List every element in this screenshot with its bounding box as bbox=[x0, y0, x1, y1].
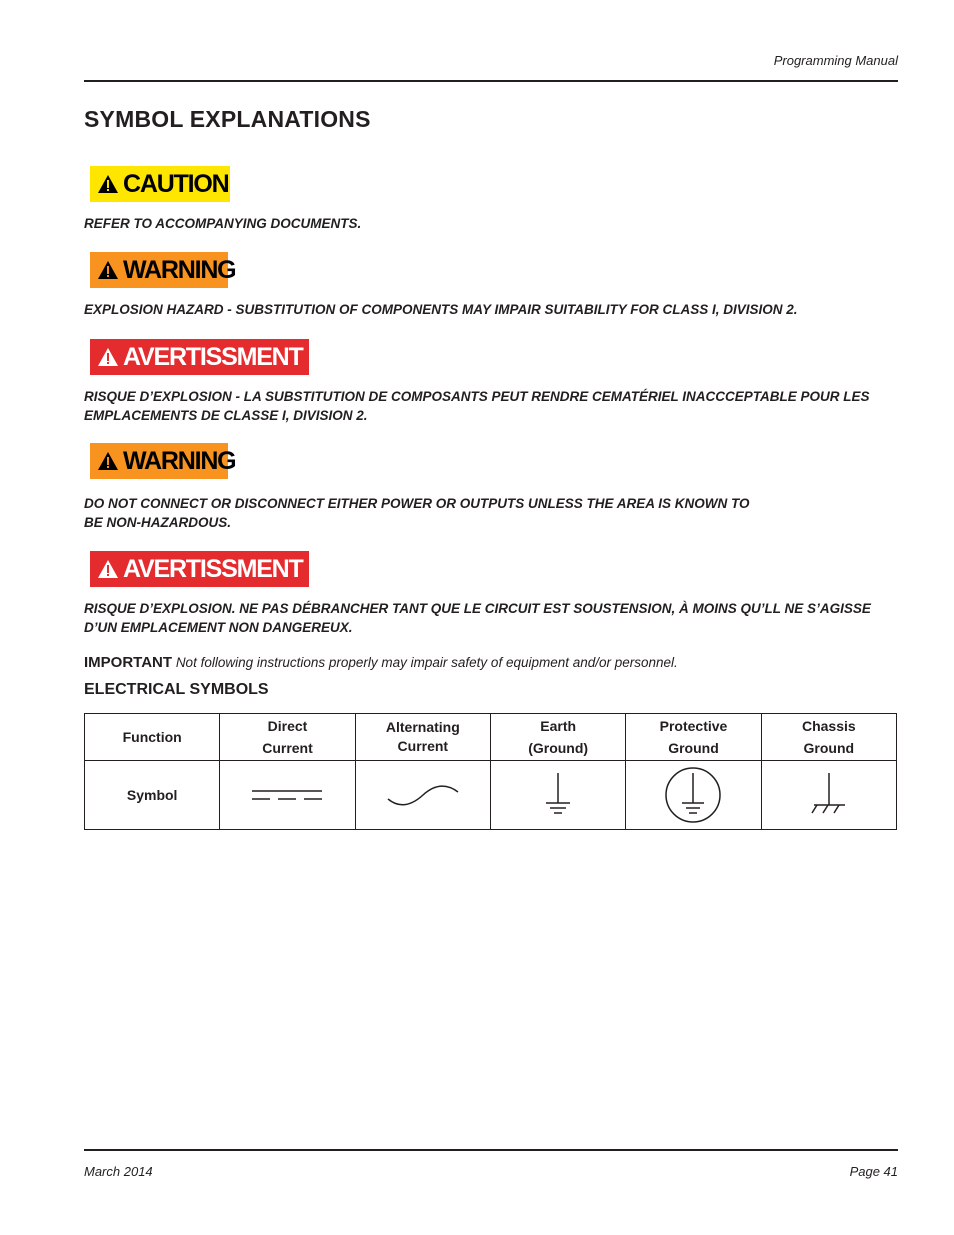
header-rule bbox=[84, 80, 898, 82]
warning-triangle-icon bbox=[97, 451, 119, 471]
page-title: SYMBOL EXPLANATIONS bbox=[84, 106, 371, 132]
protective-ground-icon bbox=[663, 765, 723, 825]
header-cell-earth-ground: Earth (Ground) bbox=[490, 714, 625, 761]
important-keyword: IMPORTANT bbox=[84, 654, 173, 671]
warning-triangle-icon bbox=[97, 559, 119, 579]
caution-text: REFER TO ACCOMPANYING DOCUMENTS. bbox=[84, 216, 362, 231]
table-header-row bbox=[85, 714, 897, 761]
manual-label: Programming Manual bbox=[773, 53, 898, 68]
warning-triangle-icon bbox=[97, 347, 119, 367]
avertissment-text: RISQUE D’EXPLOSION - LA SUBSTITUTION DE COMPOSANTS PEUT RENDRE CEMATÉRIEL INACCCEPTABLE POUR LES EMPLACEMENTS DE CLASSE I, DIVISION 2. bbox=[84, 389, 870, 423]
header-cell-direct-current: Direct Current bbox=[220, 714, 355, 761]
header-cell-alternating-current: Alternating Current bbox=[355, 714, 490, 761]
earth-ground-icon bbox=[543, 771, 573, 819]
warning-triangle-icon bbox=[97, 174, 119, 194]
important-text: Not following instructions properly may impair safety of equipment and/or personnel. bbox=[175, 655, 678, 670]
avertissment-badge bbox=[90, 551, 309, 587]
header-cell-chassis-ground: Chassis Ground bbox=[761, 714, 896, 761]
warning-badge bbox=[90, 443, 236, 479]
symbol-cell-chassis-ground bbox=[761, 761, 896, 830]
avertissment-badge bbox=[90, 339, 309, 375]
warning-text-line2: BE NON-HAZARDOUS. bbox=[84, 515, 231, 530]
electrical-symbols-table bbox=[84, 713, 897, 830]
avertissment-text: RISQUE D’EXPLOSION. NE PAS DÉBRANCHER TANT QUE LE CIRCUIT EST SOUSTENSION, À MOINS QU’LL NE S’AGISSE D’UN EMPLACEMENT NON DANGEREUX. bbox=[84, 601, 871, 635]
warning-text bbox=[84, 494, 898, 532]
alternating-current-icon bbox=[386, 783, 460, 807]
caution-badge-label: CAUTION bbox=[123, 169, 229, 198]
electrical-symbols-title: ELECTRICAL SYMBOLS bbox=[84, 681, 269, 698]
warning-text-line1: DO NOT CONNECT OR DISCONNECT EITHER POWER OR OUTPUTS UNLESS THE AREA IS KNOWN TO bbox=[84, 496, 750, 511]
symbol-row-label: Symbol bbox=[85, 761, 220, 830]
footer-page-number: Page 41 bbox=[849, 1164, 898, 1179]
chassis-ground-icon bbox=[809, 771, 849, 819]
footer-rule bbox=[84, 1149, 898, 1151]
symbol-cell-protective-ground bbox=[626, 761, 761, 830]
symbol-cell-direct-current bbox=[220, 761, 355, 830]
warning-text: EXPLOSION HAZARD - SUBSTITUTION OF COMPONENTS MAY IMPAIR SUITABILITY FOR CLASS I, DIVISION 2. bbox=[84, 302, 798, 317]
warning-triangle-icon bbox=[97, 260, 119, 280]
caution-badge bbox=[90, 166, 230, 202]
footer-date: March 2014 bbox=[84, 1164, 153, 1179]
table-symbol-row bbox=[85, 761, 897, 830]
header-cell-function: Function bbox=[85, 714, 220, 761]
header-cell-protective-ground: Protective Ground bbox=[626, 714, 761, 761]
direct-current-icon bbox=[250, 785, 324, 805]
warning-badge bbox=[90, 252, 236, 288]
warning-badge-label: WARNING bbox=[123, 255, 236, 284]
important-note bbox=[84, 654, 678, 671]
symbol-cell-earth-ground bbox=[490, 761, 625, 830]
avertissment-badge-label: AVERTISSMENT bbox=[123, 342, 303, 371]
symbol-cell-alternating-current bbox=[355, 761, 490, 830]
avertissment-badge-label: AVERTISSMENT bbox=[123, 554, 303, 583]
warning-badge-label: WARNING bbox=[123, 446, 236, 475]
